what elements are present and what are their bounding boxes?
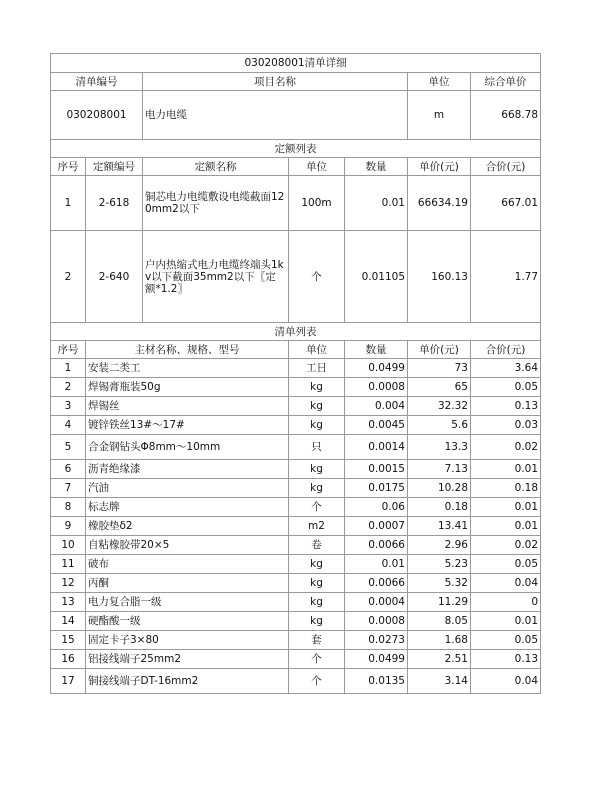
material-price: 32.32 (408, 397, 471, 416)
material-unit: 套 (289, 631, 345, 650)
material-price: 8.05 (408, 612, 471, 631)
quota-total-header: 合价(元) (471, 158, 541, 176)
quota-name: 铜芯电力电缆敷设电缆截面120mm2以下 (143, 176, 289, 231)
quota-code: 2-640 (86, 231, 143, 323)
material-total: 0.01 (471, 498, 541, 517)
material-seq: 7 (51, 479, 86, 498)
quota-price: 66634.19 (408, 176, 471, 231)
quota-total: 667.01 (471, 176, 541, 231)
material-seq: 10 (51, 536, 86, 555)
material-seq: 3 (51, 397, 86, 416)
material-row (51, 574, 541, 593)
material-name-header: 主材名称、规格、型号 (86, 341, 289, 359)
material-name: 合金钢钻头Φ8mm～10mm (86, 435, 289, 460)
quota-price-header: 单价(元) (408, 158, 471, 176)
material-unit: kg (289, 479, 345, 498)
quota-unit: 个 (289, 231, 345, 323)
material-unit: kg (289, 612, 345, 631)
quota-row (51, 231, 541, 323)
bill-unit: m (408, 91, 471, 140)
material-price: 10.28 (408, 479, 471, 498)
quota-section-title: 定额列表 (51, 140, 541, 158)
material-name: 焊锡丝 (86, 397, 289, 416)
material-price: 3.14 (408, 669, 471, 694)
material-name: 安装二类工 (86, 359, 289, 378)
material-qty: 0.0015 (345, 460, 408, 479)
material-row (51, 612, 541, 631)
material-price: 5.6 (408, 416, 471, 435)
material-name: 电力复合脂一级 (86, 593, 289, 612)
material-qty: 0.01 (345, 555, 408, 574)
material-total: 0.13 (471, 650, 541, 669)
material-seq: 9 (51, 517, 86, 536)
material-unit-header: 单位 (289, 341, 345, 359)
material-seq: 1 (51, 359, 86, 378)
material-row (51, 378, 541, 397)
material-qty: 0.0499 (345, 650, 408, 669)
material-row (51, 479, 541, 498)
material-unit: m2 (289, 517, 345, 536)
material-qty: 0.0045 (345, 416, 408, 435)
material-total: 0.01 (471, 612, 541, 631)
quota-header-row (51, 158, 541, 176)
material-name: 丙酮 (86, 574, 289, 593)
material-row (51, 536, 541, 555)
quota-row (51, 176, 541, 231)
material-row (51, 650, 541, 669)
material-price: 5.32 (408, 574, 471, 593)
material-row (51, 435, 541, 460)
material-seq: 16 (51, 650, 86, 669)
quota-section-row (51, 140, 541, 158)
material-name: 硬酯酸一级 (86, 612, 289, 631)
material-row (51, 669, 541, 694)
material-price: 65 (408, 378, 471, 397)
bill-price-header: 综合单价 (471, 73, 541, 91)
quota-seq: 1 (51, 176, 86, 231)
bill-name-header: 项目名称 (143, 73, 408, 91)
material-seq: 5 (51, 435, 86, 460)
material-seq: 14 (51, 612, 86, 631)
material-seq: 17 (51, 669, 86, 694)
material-name: 标志牌 (86, 498, 289, 517)
material-total: 0.04 (471, 574, 541, 593)
material-seq: 15 (51, 631, 86, 650)
material-seq: 11 (51, 555, 86, 574)
bill-header-row (51, 73, 541, 91)
bill-unit-header: 单位 (408, 73, 471, 91)
material-total: 0 (471, 593, 541, 612)
material-qty: 0.06 (345, 498, 408, 517)
material-price: 5.23 (408, 555, 471, 574)
material-price: 2.96 (408, 536, 471, 555)
material-total: 0.01 (471, 460, 541, 479)
material-unit: kg (289, 460, 345, 479)
material-total: 3.64 (471, 359, 541, 378)
material-qty: 0.0175 (345, 479, 408, 498)
material-total: 0.03 (471, 416, 541, 435)
material-qty: 0.0014 (345, 435, 408, 460)
material-unit: 卷 (289, 536, 345, 555)
quota-name: 户内热缩式电力电缆终端头1kv以下截面35mm2以下〖定额*1.2〗 (143, 231, 289, 323)
bill-code-header: 清单编号 (51, 73, 143, 91)
material-price: 73 (408, 359, 471, 378)
material-qty: 0.0273 (345, 631, 408, 650)
material-price: 11.29 (408, 593, 471, 612)
bill-detail-table (50, 53, 541, 694)
material-row (51, 359, 541, 378)
material-unit: 个 (289, 498, 345, 517)
material-unit: kg (289, 416, 345, 435)
quota-total: 1.77 (471, 231, 541, 323)
quota-unit-header: 单位 (289, 158, 345, 176)
quota-seq: 2 (51, 231, 86, 323)
material-qty: 0.0066 (345, 574, 408, 593)
material-name: 铜接线端子DT-16mm2 (86, 669, 289, 694)
bill-code: 030208001 (51, 91, 143, 140)
material-name: 焊锡膏瓶装50g (86, 378, 289, 397)
material-section-row (51, 323, 541, 341)
quota-code: 2-618 (86, 176, 143, 231)
material-name: 破布 (86, 555, 289, 574)
material-name: 镀锌铁丝13#～17# (86, 416, 289, 435)
material-row (51, 416, 541, 435)
material-seq-header: 序号 (51, 341, 86, 359)
quota-qty-header: 数量 (345, 158, 408, 176)
material-name: 沥青绝缘漆 (86, 460, 289, 479)
material-seq: 12 (51, 574, 86, 593)
material-unit: 只 (289, 435, 345, 460)
material-row (51, 593, 541, 612)
material-unit: kg (289, 593, 345, 612)
quota-seq-header: 序号 (51, 158, 86, 176)
table-body (51, 54, 541, 694)
bill-row (51, 91, 541, 140)
material-row (51, 631, 541, 650)
material-qty: 0.0008 (345, 612, 408, 631)
material-name: 铝接线端子25mm2 (86, 650, 289, 669)
material-unit: 个 (289, 650, 345, 669)
material-unit: kg (289, 574, 345, 593)
material-seq: 6 (51, 460, 86, 479)
material-section-title: 清单列表 (51, 323, 541, 341)
material-unit: 个 (289, 669, 345, 694)
material-unit: 工日 (289, 359, 345, 378)
material-total: 0.02 (471, 536, 541, 555)
material-price: 0.18 (408, 498, 471, 517)
material-total: 0.04 (471, 669, 541, 694)
material-total: 0.05 (471, 631, 541, 650)
material-total: 0.01 (471, 517, 541, 536)
material-qty: 0.0008 (345, 378, 408, 397)
quota-name-header: 定额名称 (143, 158, 289, 176)
material-price: 13.41 (408, 517, 471, 536)
material-name: 固定卡子3×80 (86, 631, 289, 650)
material-price: 2.51 (408, 650, 471, 669)
quota-unit: 100m (289, 176, 345, 231)
material-header-row (51, 341, 541, 359)
quota-price: 160.13 (408, 231, 471, 323)
material-qty: 0.0004 (345, 593, 408, 612)
bill-price: 668.78 (471, 91, 541, 140)
material-price: 13.3 (408, 435, 471, 460)
material-row (51, 555, 541, 574)
material-qty: 0.0135 (345, 669, 408, 694)
material-total: 0.18 (471, 479, 541, 498)
material-name: 汽油 (86, 479, 289, 498)
material-unit: kg (289, 397, 345, 416)
title-row (51, 54, 541, 73)
material-seq: 13 (51, 593, 86, 612)
material-total-header: 合价(元) (471, 341, 541, 359)
material-row (51, 517, 541, 536)
material-seq: 8 (51, 498, 86, 517)
material-total: 0.13 (471, 397, 541, 416)
material-unit: kg (289, 555, 345, 574)
material-total: 0.05 (471, 555, 541, 574)
material-unit: kg (289, 378, 345, 397)
quota-qty: 0.01105 (345, 231, 408, 323)
material-seq: 4 (51, 416, 86, 435)
quota-qty: 0.01 (345, 176, 408, 231)
material-price-header: 单价(元) (408, 341, 471, 359)
material-qty: 0.0066 (345, 536, 408, 555)
material-qty-header: 数量 (345, 341, 408, 359)
material-qty: 0.0007 (345, 517, 408, 536)
material-price: 7.13 (408, 460, 471, 479)
material-name: 橡胶垫δ2 (86, 517, 289, 536)
material-name: 自粘橡胶带20×5 (86, 536, 289, 555)
material-qty: 0.0499 (345, 359, 408, 378)
material-row (51, 397, 541, 416)
table-title: 030208001清单详细 (51, 54, 541, 73)
material-total: 0.05 (471, 378, 541, 397)
material-row (51, 498, 541, 517)
material-qty: 0.004 (345, 397, 408, 416)
material-total: 0.02 (471, 435, 541, 460)
bill-name: 电力电缆 (143, 91, 408, 140)
material-seq: 2 (51, 378, 86, 397)
material-price: 1.68 (408, 631, 471, 650)
quota-code-header: 定额编号 (86, 158, 143, 176)
material-row (51, 460, 541, 479)
